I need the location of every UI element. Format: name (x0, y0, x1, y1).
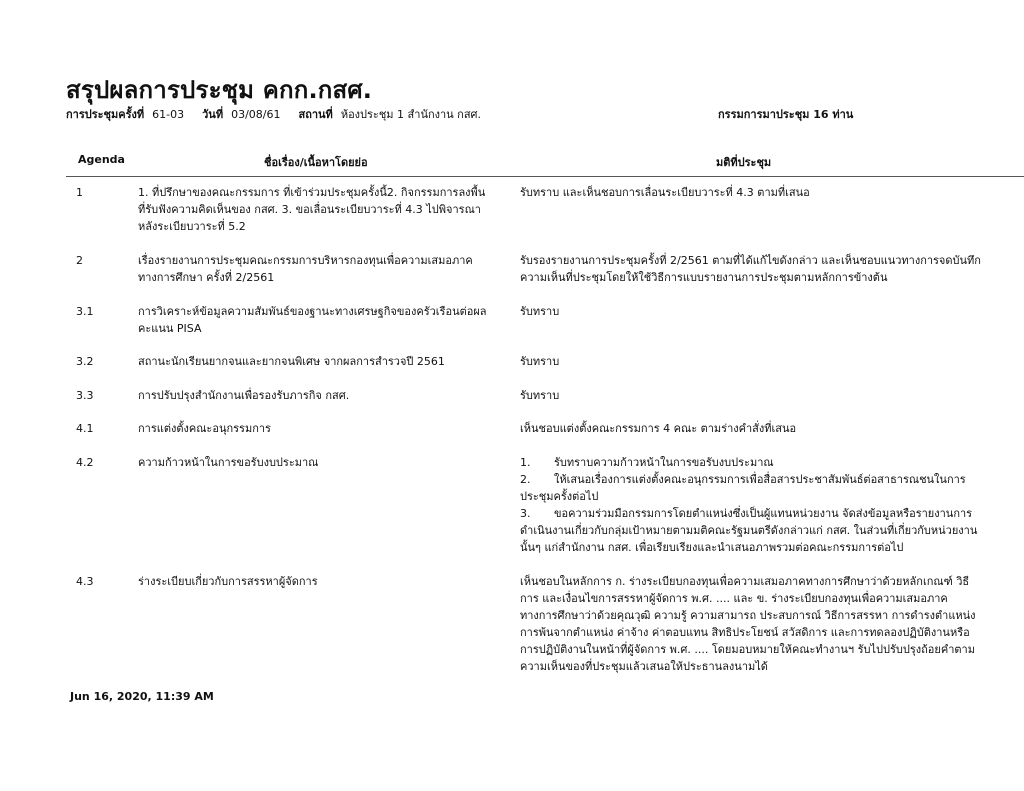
date-label: วันที่ (202, 108, 224, 121)
place-label: สถานที่ (298, 108, 333, 121)
print-timestamp: Jun 16, 2020, 11:39 AM (70, 690, 214, 703)
topic-column-header: ชื่อเรื่อง/เนื้อหาโดยย่อ (264, 156, 368, 169)
agenda-resolution: รับทราบ (520, 389, 560, 402)
agenda-topic: ร่างระเบียบเกี่ยวกับการสรรหาผู้จัดการ (138, 575, 318, 588)
agenda-number: 1 (76, 186, 83, 199)
agenda-number: 4.2 (76, 456, 94, 469)
agenda-topic: การแต่งตั้งคณะอนุกรรมการ (138, 422, 271, 435)
agenda-number: 4.3 (76, 575, 94, 588)
agenda-resolution: รับทราบ (520, 355, 560, 368)
meeting-place: ห้องประชุม 1 สำนักงาน กสศ. (340, 108, 482, 121)
agenda-topic: เรื่องรายงานการประชุมคณะกรรมการบริหารกองทุนเพื่อความเสมอภาคทางการศึกษา ครั้งที่ 2/2561 (138, 254, 473, 284)
meeting-date: 03/08/61 (231, 108, 281, 121)
resolution-item: 3. ขอความร่วมมือกรรมการโดยตำแหน่งซึ่งเป็นผู้แทนหน่วยงาน จัดส่งข้อมูลหรือรายงานการดำเนินงานเกี่ยวกับกลุ่มเป้าหมายตามมติคณะรัฐมนตรีดังกล่าวแก่ กสศ. ในส่วนที่เกี่ยวกับหน่วยงานนั้นๆ แก่สำนักงาน กสศ. เพื่อเรียบเรียงและนำเสนอภาพรวมต่อคณะกรรมการต่อไป (520, 507, 978, 554)
meeting-no-label: การประชุมครั้งที่ (66, 108, 145, 121)
agenda-topic: การปรับปรุงสำนักงานเพื่อรองรับภารกิจ กสศ. (138, 389, 350, 402)
agenda-topic: สถานะนักเรียนยากจนและยากจนพิเศษ จากผลการสำรวจปี 2561 (138, 355, 445, 368)
meeting-info (66, 105, 481, 123)
attendance-count: กรรมการมาประชุม 16 ท่าน (718, 108, 854, 121)
resolution-item: 2. ให้เสนอเรื่องการแต่งตั้งคณะอนุกรรมการเพื่อสื่อสารประชาสัมพันธ์ต่อสาธารณชนในการประชุมครั้งต่อไป (520, 473, 966, 503)
agenda-number: 3.3 (76, 389, 94, 402)
agenda-resolution: รับทราบ และเห็นชอบการเลื่อนระเบียบวาระที่ 4.3 ตามที่เสนอ (520, 186, 810, 199)
agenda-number: 2 (76, 254, 83, 267)
agenda-topic: 1. ที่ปรึกษาของคณะกรรมการ ที่เข้าร่วมประชุมครั้งนี้2. กิจกรรมการลงพื้นที่รับฟังความคิดเห็นของ กสศ. 3. ขอเลื่อนระเบียบวาระที่ 4.3 ไปพิจารณาหลังระเบียบวาระที่ 5.2 (138, 186, 486, 233)
agenda-resolution: เห็นชอบในหลักการ ก. ร่างระเบียบกองทุนเพื่อความเสมอภาคทางการศึกษาว่าด้วยหลักเกณฑ์ วิธีการ และเงื่อนไขการสรรหาผู้จัดการ พ.ศ. .... และ ข. ร่างระเบียบกองทุนเพื่อความเสมอภาคทางการศึกษาว่าด้วยคุณวุฒิ ความรู้ ความสามารถ ประสบการณ์ วิธีการสรรหา การดำรงตำแหน่ง การพ้นจากตำแหน่ง ค่าจ้าง ค่าตอบแทน สิทธิประโยชน์ สวัสดิการ และการทดลองปฏิบัติงานหรือการปฏิบัติงานในหน้าที่ผู้จัดการ พ.ศ. .... โดยมอบหมายให้คณะทำงานฯ รับไปปรับปรุงถ้อยคำตามความเห็นของที่ประชุมแล้วเสนอให้ประธานลงนามได้ (520, 575, 976, 673)
agenda-resolution: เห็นชอบแต่งตั้งคณะกรรมการ 4 คณะ ตามร่างคำสั่งที่เสนอ (520, 422, 797, 435)
agenda-number: 4.1 (76, 422, 94, 435)
agenda-resolution-list (520, 454, 982, 556)
agenda-number: 3.2 (76, 355, 94, 368)
agenda-topic: การวิเคราะห์ข้อมูลความสัมพันธ์ของฐานะทางเศรษฐกิจของครัวเรือนต่อผลคะแนน PISA (138, 305, 487, 335)
agenda-column-header: Agenda (78, 153, 125, 166)
resolution-item: 1. รับทราบความก้าวหน้าในการขอรับงบประมาณ (520, 456, 774, 469)
agenda-topic: ความก้าวหน้าในการขอรับงบประมาณ (138, 456, 319, 469)
resolution-column-header: มติที่ประชุม (716, 156, 772, 169)
meeting-no: 61-03 (152, 108, 185, 121)
page-title: สรุปผลการประชุม คกก.กสศ. (66, 76, 373, 104)
agenda-number: 3.1 (76, 305, 94, 318)
agenda-resolution: รับทราบ (520, 305, 560, 318)
agenda-resolution: รับรองรายงานการประชุมครั้งที่ 2/2561 ตามที่ได้แก้ไขดังกล่าว และเห็นชอบแนวทางการจดบันทึกความเห็นที่ประชุมโดยให้ใช้วิธีการแบบรายงานการประชุมตามหลักการข้างต้น (520, 254, 981, 284)
header-divider (66, 176, 1024, 177)
